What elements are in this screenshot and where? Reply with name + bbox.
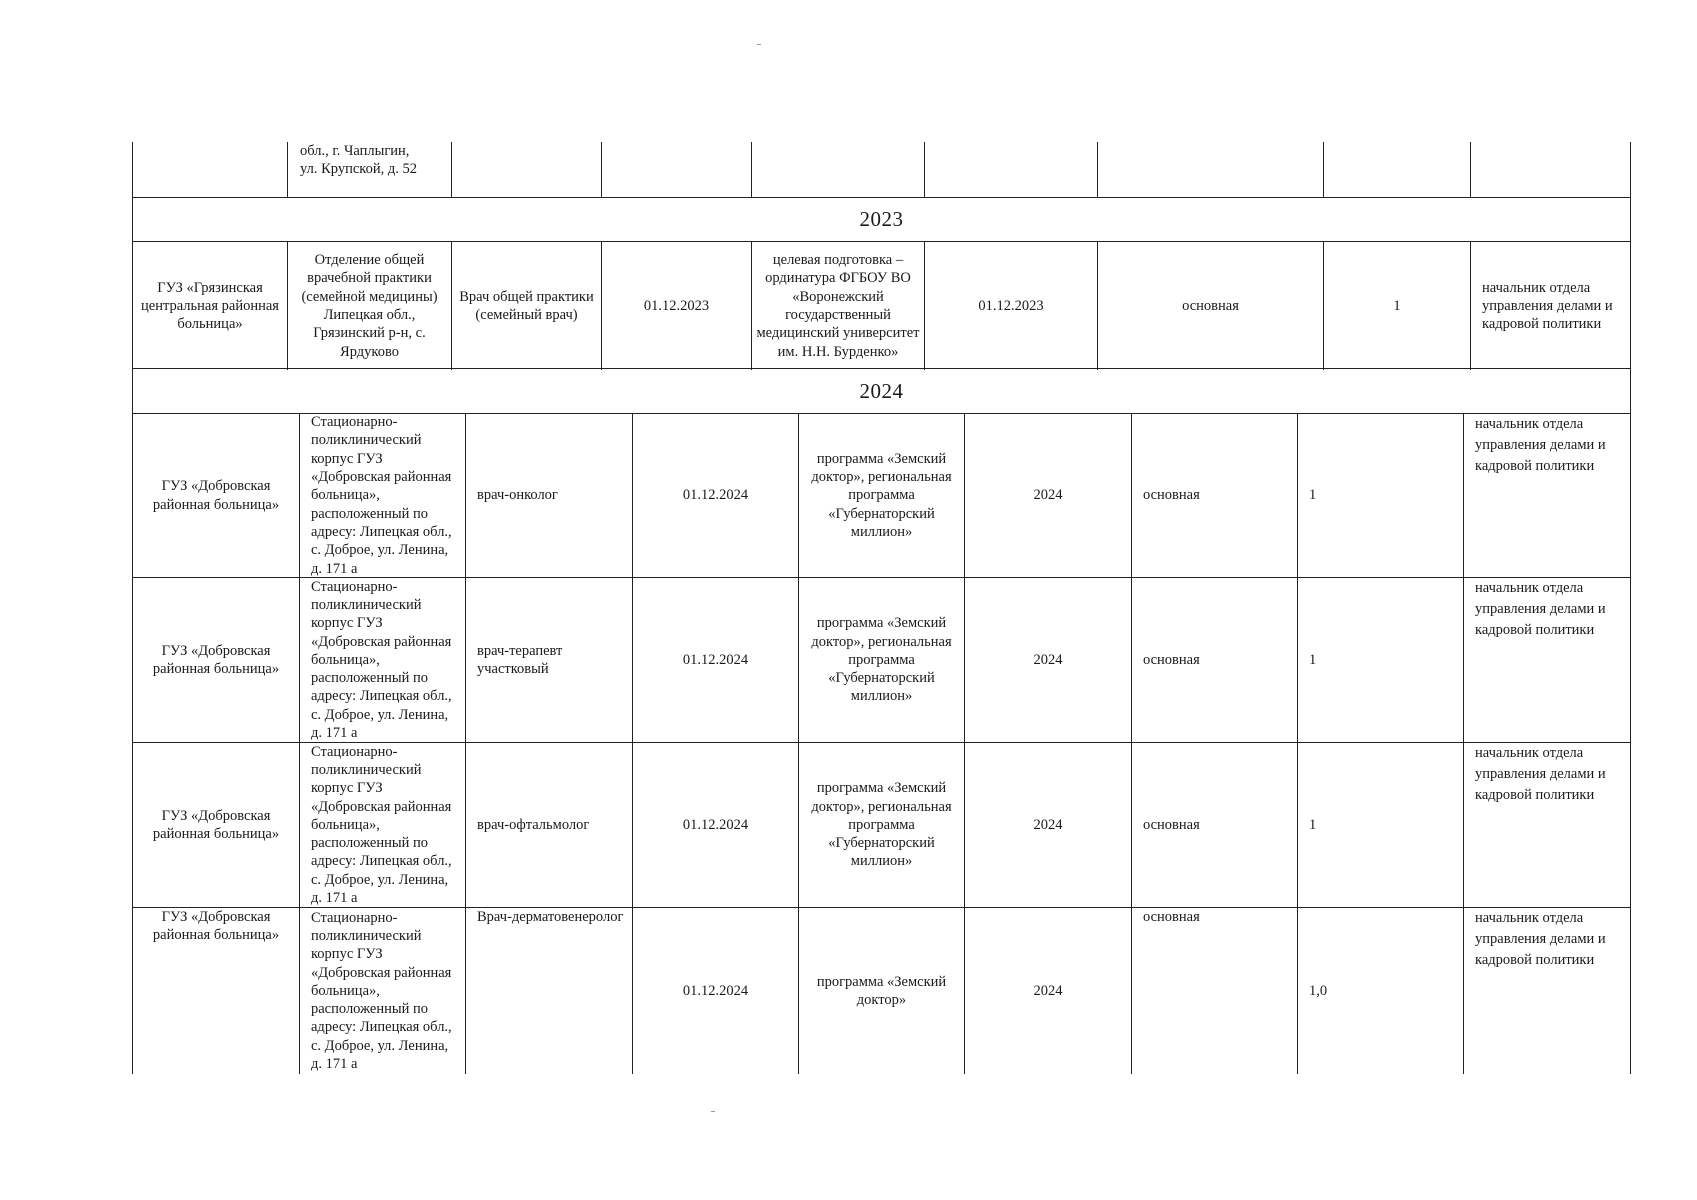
institution-cell: ГУЗ «Добровская районная больница» [133, 578, 300, 742]
count-cell: 1,0 [1298, 908, 1464, 1074]
term-cell: 2024 [965, 743, 1132, 907]
cont-institution-cell [133, 142, 288, 197]
cont-type-cell [1098, 142, 1324, 197]
count-cell: 1 [1298, 578, 1464, 742]
cont-responsible-cell [1471, 142, 1630, 197]
type-cell: основная [1132, 743, 1298, 907]
responsible-cell: начальник отдела управления делами и кадровой политики [1475, 580, 1606, 638]
responsible-cell: начальник отдела управления делами и кадровой политики [1475, 745, 1606, 803]
position-cell: врач-терапевт участковый [466, 578, 633, 742]
date-cell: 01.12.2024 [633, 743, 799, 907]
program-cell: программа «Земский доктор», региональная программа «Губернаторский миллион» [799, 578, 965, 742]
cont-term-cell [925, 142, 1098, 197]
cont-position-cell [452, 142, 602, 197]
year-heading: 2024 [859, 378, 904, 403]
type-cell: основная [1132, 578, 1298, 742]
table-row [133, 578, 1630, 743]
position-cell: Врач-дерматовенеролог [466, 908, 633, 1074]
program-cell: целевая подготовка – ординатура ФГБОУ ВО «Воронежский государственный медицинский университет им. Н.Н. Бурденко» [752, 242, 925, 370]
program-cell: программа «Земский доктор», региональная программа «Губернаторский миллион» [799, 743, 965, 907]
continuation-address: обл., г. Чаплыгин, ул. Крупской, д. 52 [300, 143, 417, 178]
department-cell: Стационарно-поликлинический корпус ГУЗ «Добровская районная больница», расположенный по адресу: Липецкая обл., с. Доброе, ул. Ленина, д. 171 а [300, 908, 466, 1074]
type-cell: основная [1098, 242, 1324, 370]
year-row-2023 [133, 198, 1630, 242]
date-cell: 01.12.2024 [633, 414, 799, 577]
date-cell: 01.12.2023 [602, 242, 752, 370]
year-heading: 2023 [859, 207, 904, 232]
position-cell: Врач общей практики (семейный врач) [452, 242, 602, 370]
cont-date-cell [602, 142, 752, 197]
responsible-cell: начальник отдела управления делами и кадровой политики [1482, 279, 1613, 333]
term-cell: 01.12.2023 [925, 242, 1098, 370]
cont-program-cell [752, 142, 925, 197]
table-row [133, 242, 1630, 370]
continuation-row [133, 142, 1630, 198]
table-2024 [132, 368, 1631, 1074]
institution-cell: ГУЗ «Добровская районная больница» [133, 908, 300, 1074]
count-cell: 1 [1298, 414, 1464, 577]
count-cell: 1 [1324, 242, 1471, 370]
table-row [133, 414, 1630, 578]
department-cell: Стационарно-поликлинический корпус ГУЗ «Добровская районная больница», расположенный по адресу: Липецкая обл., с. Доброе, ул. Ленина, д. 171 а [300, 743, 466, 907]
institution-cell: ГУЗ «Добровская районная больница» [133, 743, 300, 907]
term-cell: 2024 [965, 578, 1132, 742]
table-2023 [132, 142, 1631, 370]
term-cell: 2024 [965, 414, 1132, 577]
scan-speck-bottom [711, 1111, 715, 1112]
table-row [133, 743, 1630, 908]
position-cell: врач-офтальмолог [466, 743, 633, 907]
cont-address-cell [288, 142, 452, 197]
term-cell: 2024 [965, 908, 1132, 1074]
year-row-2024 [133, 369, 1630, 414]
scan-speck-top [757, 44, 761, 45]
responsible-cell: начальник отдела управления делами и кадровой политики [1475, 416, 1606, 474]
institution-cell: ГУЗ «Добровская районная больница» [133, 414, 300, 577]
department-cell: Стационарно-поликлинический корпус ГУЗ «Добровская районная больница», расположенный по адресу: Липецкая обл., с. Доброе, ул. Ленина, д. 171 а [300, 578, 466, 742]
type-cell: основная [1132, 414, 1298, 577]
date-cell: 01.12.2024 [633, 908, 799, 1074]
program-cell: программа «Земский доктор» [799, 908, 965, 1074]
table-row [133, 908, 1630, 1074]
date-cell: 01.12.2024 [633, 578, 799, 742]
department-cell: Стационарно-поликлинический корпус ГУЗ «Добровская районная больница», расположенный по адресу: Липецкая обл., с. Доброе, ул. Ленина, д. 171 а [300, 414, 466, 577]
program-cell: программа «Земский доктор», региональная программа «Губернаторский миллион» [799, 414, 965, 577]
institution-cell: ГУЗ «Грязинская центральная районная больница» [133, 242, 288, 370]
position-cell: врач-онколог [466, 414, 633, 577]
cont-count-cell [1324, 142, 1471, 197]
type-cell: основная [1132, 908, 1298, 1074]
department-cell: Отделение общей врачебной практики (семейной медицины) Липецкая обл., Грязинский р-н, с. Ярдуково [288, 242, 452, 370]
count-cell: 1 [1298, 743, 1464, 907]
responsible-cell: начальник отдела управления делами и кадровой политики [1475, 910, 1606, 968]
